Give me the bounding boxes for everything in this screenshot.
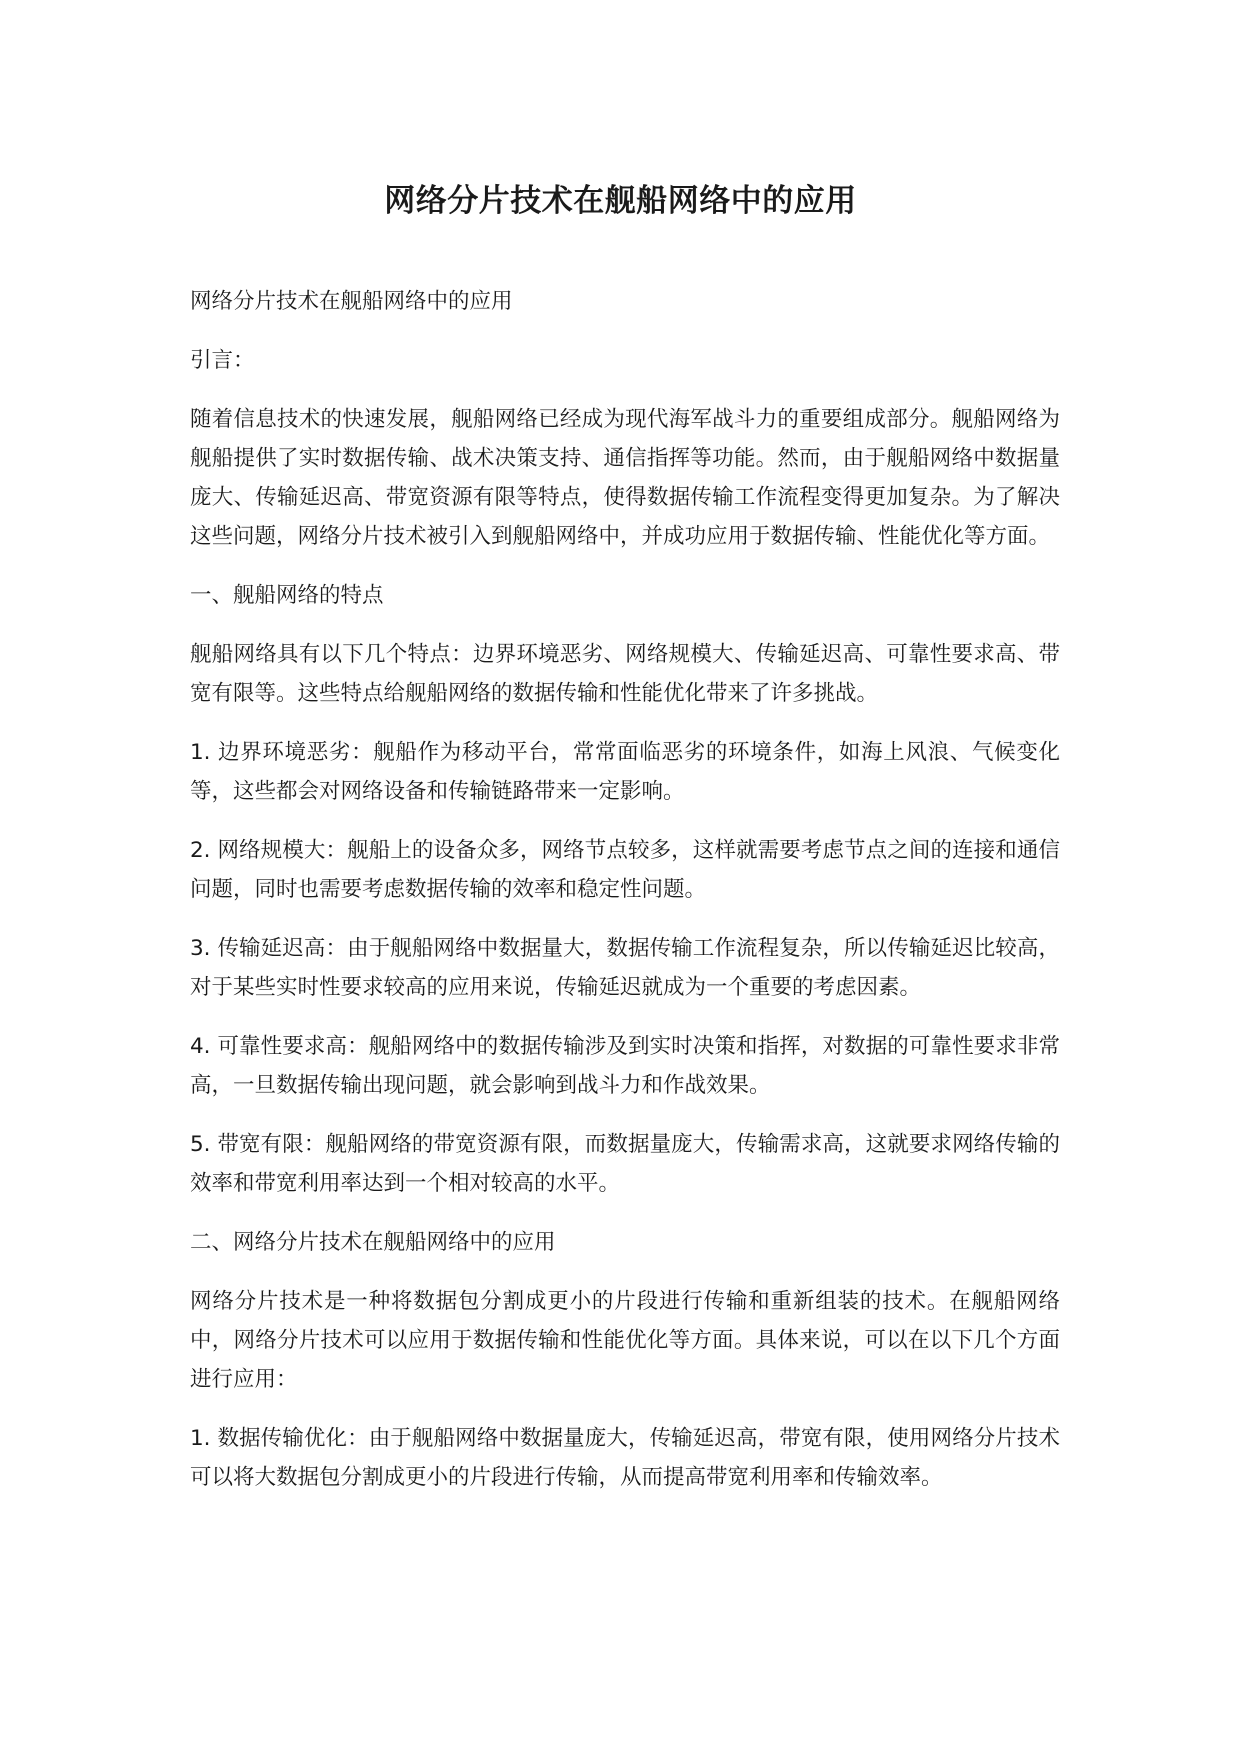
list-item-3: 3. 传输延迟高：由于舰船网络中数据量大，数据传输工作流程复杂，所以传输延迟比较高，对于某些实时性要求较高的应用来说，传输延迟就成为一个重要的考虑因素。 [190, 936, 1060, 1000]
list-item-4: 4. 可靠性要求高：舰船网络中的数据传输涉及到实时决策和指挥，对数据的可靠性要求非常高，一旦数据传输出现问题，就会影响到战斗力和作战效果。 [190, 1034, 1060, 1098]
paragraph-slicing: 网络分片技术是一种将数据包分割成更小的片段进行传输和重新组装的技术。在舰船网络中，网络分片技术可以应用于数据传输和性能优化等方面。具体来说，可以在以下几个方面进行应用： [190, 1289, 1060, 1392]
section-heading-2: 二、网络分片技术在舰船网络中的应用 [190, 1230, 556, 1255]
list-item-5: 5. 带宽有限：舰船网络的带宽资源有限，而数据量庞大，传输需求高，这就要求网络传输的效率和带宽利用率达到一个相对较高的水平。 [190, 1132, 1060, 1196]
application-item-1: 1. 数据传输优化：由于舰船网络中数据量庞大，传输延迟高，带宽有限，使用网络分片技术可以将大数据包分割成更小的片段进行传输，从而提高带宽利用率和传输效率。 [190, 1426, 1060, 1490]
list-item-1: 1. 边界环境恶劣：舰船作为移动平台，常常面临恶劣的环境条件，如海上风浪、气候变化等，这些都会对网络设备和传输链路带来一定影响。 [190, 740, 1060, 804]
paragraph-features: 舰船网络具有以下几个特点：边界环境恶劣、网络规模大、传输延迟高、可靠性要求高、带宽有限等。这些特点给舰船网络的数据传输和性能优化带来了许多挑战。 [190, 642, 1060, 706]
document-body [190, 282, 1060, 1517]
section-heading-1: 一、舰船网络的特点 [190, 583, 384, 608]
paragraph-intro: 随着信息技术的快速发展，舰船网络已经成为现代海军战斗力的重要组成部分。舰船网络为舰船提供了实时数据传输、战术决策支持、通信指挥等功能。然而，由于舰船网络中数据量庞大、传输延迟高、带宽资源有限等特点，使得数据传输工作流程变得更加复杂。为了解决这些问题，网络分片技术被引入到舰船网络中，并成功应用于数据传输、性能优化等方面。 [190, 407, 1060, 549]
list-item-2: 2. 网络规模大：舰船上的设备众多，网络节点较多，这样就需要考虑节点之间的连接和通信问题，同时也需要考虑数据传输的效率和稳定性问题。 [190, 838, 1060, 902]
paragraph-intro-heading: 引言： [190, 348, 255, 373]
document-title: 网络分片技术在舰船网络中的应用 [384, 183, 857, 219]
paragraph-subtitle: 网络分片技术在舰船网络中的应用 [190, 289, 513, 314]
